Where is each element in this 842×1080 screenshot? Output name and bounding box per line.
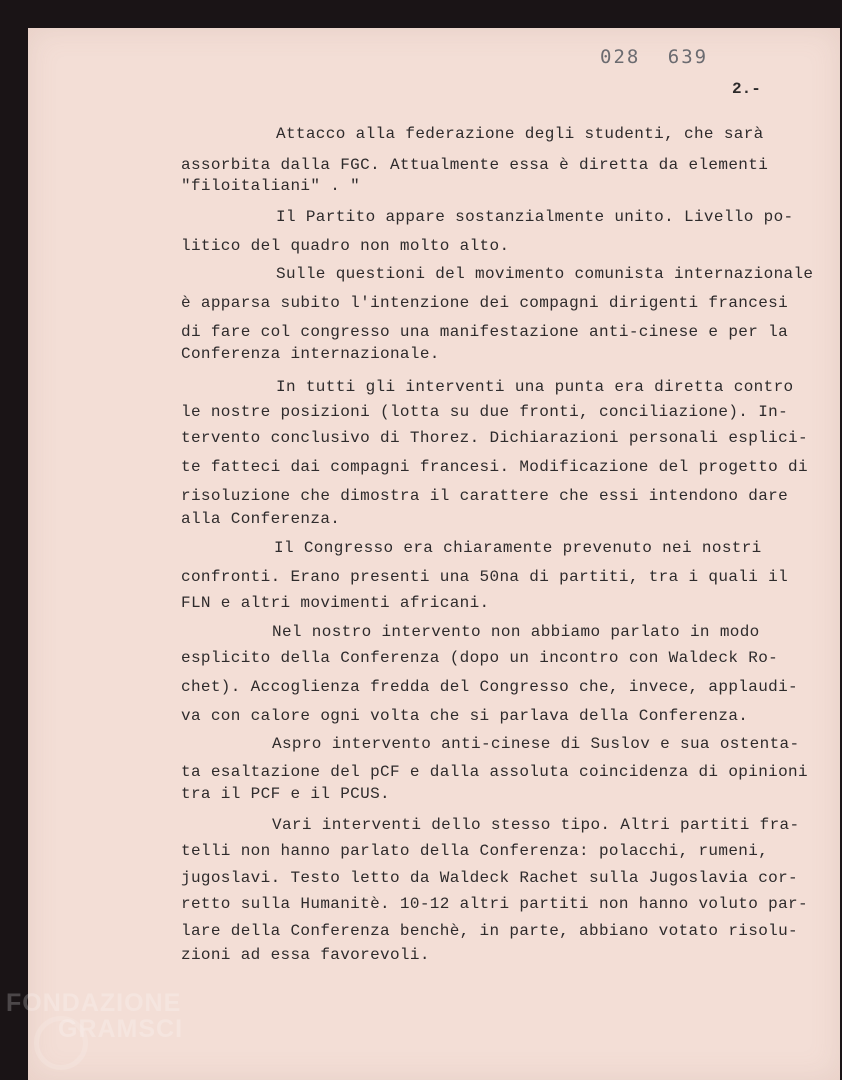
text-line: "filoitaliani" . "	[181, 177, 361, 195]
text-line: FLN e altri movimenti africani.	[181, 594, 490, 612]
text-line: Il Partito appare sostanzialmente unito. Livello po-	[276, 208, 794, 226]
archive-number: 028 639	[600, 46, 709, 68]
text-line: In tutti gli interventi una punta era diretta contro	[276, 378, 794, 396]
watermark	[6, 990, 183, 1042]
text-line: assorbita dalla FGC. Attualmente essa è diretta da elementi	[181, 156, 769, 174]
text-line: litico del quadro non molto alto.	[181, 237, 510, 255]
text-line: va con calore ogni volta che si parlava della Conferenza.	[181, 707, 749, 725]
text-line: tra il PCF e il PCUS.	[181, 785, 390, 803]
text-line: Attacco alla federazione degli studenti, che sarà	[276, 125, 764, 143]
text-line: jugoslavi. Testo letto da Waldeck Rachet sulla Jugoslavia cor-	[181, 869, 798, 887]
text-line: tervento conclusivo di Thorez. Dichiarazioni personali esplici-	[181, 429, 808, 447]
text-line: te fatteci dai compagni francesi. Modificazione del progetto di	[181, 458, 808, 476]
page-number: 2.-	[732, 80, 761, 98]
text-line: le nostre posizioni (lotta su due fronti, conciliazione). In-	[181, 403, 789, 421]
text-line: lare della Conferenza benchè, in parte, abbiano votato risolu-	[181, 922, 798, 940]
text-line: risoluzione che dimostra il carattere che essi intendono dare	[181, 487, 789, 505]
text-line: Aspro intervento anti-cinese di Suslov e sua ostenta-	[272, 735, 800, 753]
text-line: Sulle questioni del movimento comunista internazionale	[276, 265, 814, 283]
text-line: Nel nostro intervento non abbiamo parlato in modo	[272, 623, 760, 641]
text-line: alla Conferenza.	[181, 510, 341, 528]
text-line: Vari interventi dello stesso tipo. Altri partiti fra-	[272, 816, 800, 834]
text-line: di fare col congresso una manifestazione anti-cinese e per la	[181, 323, 789, 341]
text-line: Il Congresso era chiaramente prevenuto nei nostri	[274, 539, 762, 557]
text-line: retto sulla Humanitè. 10-12 altri partiti non hanno voluto par-	[181, 895, 808, 913]
text-line: esplicito della Conferenza (dopo un incontro con Waldeck Ro-	[181, 649, 779, 667]
text-line: chet). Accoglienza fredda del Congresso che, invece, applaudi-	[181, 678, 798, 696]
watermark-line2: GRAMSCI	[58, 1015, 184, 1043]
text-line: telli non hanno parlato della Conferenza: polacchi, rumeni,	[181, 842, 769, 860]
watermark-line1: FONDAZIONE	[6, 989, 182, 1017]
text-line: zioni ad essa favorevoli.	[181, 946, 430, 964]
text-line: Conferenza internazionale.	[181, 345, 440, 363]
text-line: ta esaltazione del pCF e dalla assoluta coincidenza di opinioni	[181, 763, 808, 781]
text-line: è apparsa subito l'intenzione dei compagni dirigenti francesi	[181, 294, 789, 312]
text-line: confronti. Erano presenti una 50na di partiti, tra i quali il	[181, 568, 789, 586]
